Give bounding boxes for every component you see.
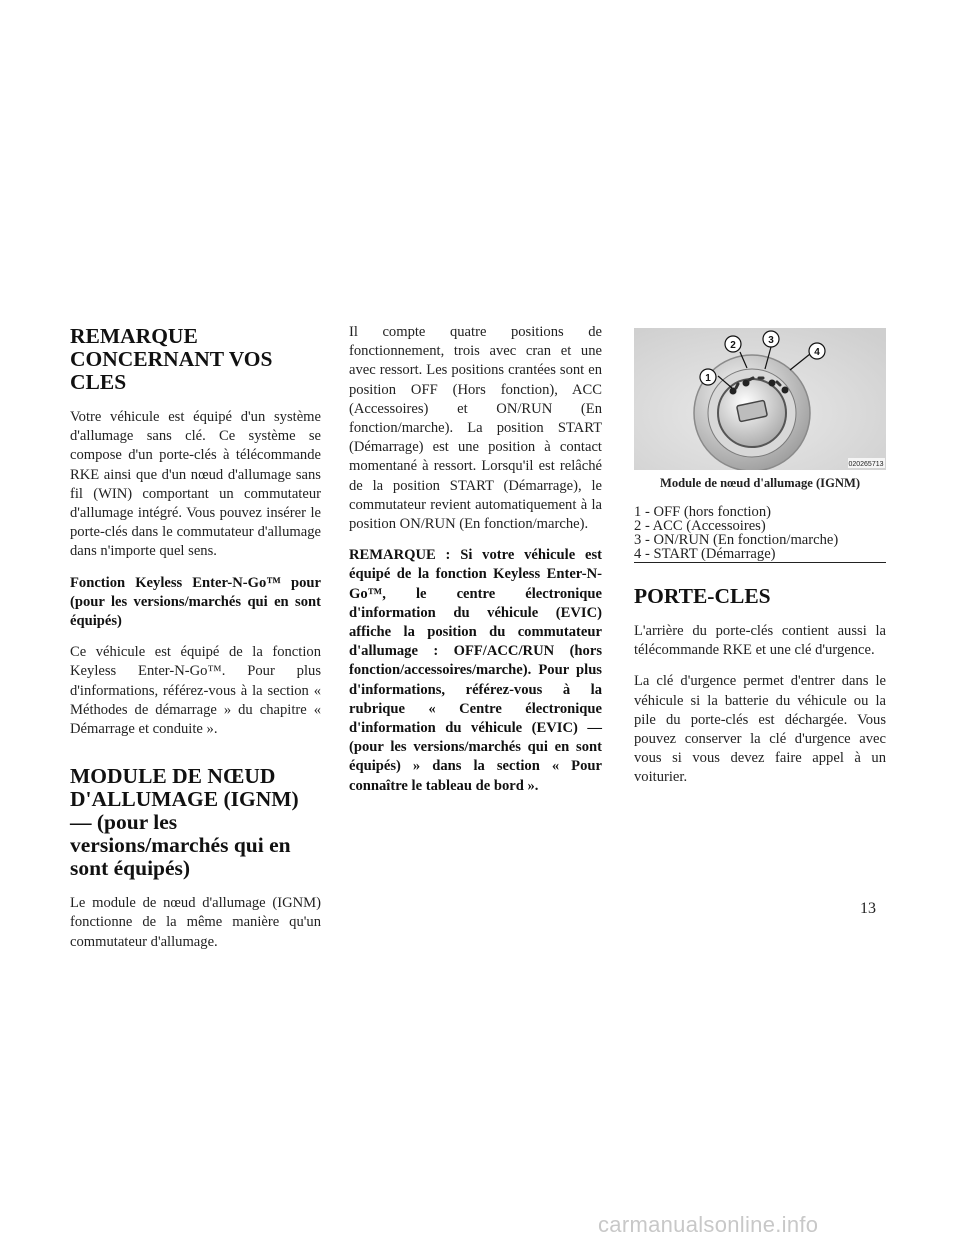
paragraph-ignm: Le module de nœud d'allumage (IGNM) fonctionne de la même manière qu'un commutateur d'allumage. (70, 895, 321, 950)
note-evic: REMARQUE : Si votre véhicule est équipé de la fonction Keyless Enter-N-Go™, le centre électronique d'information du véhicule (EVIC) affiche la position du commutateur d'allumage : OFF/ACC/RUN (hors fonction/accessoires/marche). Pour plus d'informations, référez-vous à la rubrique « Centre électronique d'information du véhicule (EVIC) — (pour les versions/marchés qui en sont équipés) » dans la section « Pour connaître le tableau de bord ». (349, 547, 602, 794)
column-right (634, 328, 886, 800)
legend-divider (634, 562, 886, 563)
heading-key-fob: PORTE-CLES (634, 584, 771, 608)
ignition-switch-illustration (634, 328, 886, 470)
legend-item-on-run: 3 - ON/RUN (En fonction/marche) (634, 532, 839, 548)
paragraph-positions: Il compte quatre positions de fonctionnement, trois avec cran et une avec ressort. Les positions crantées sont en position OFF (Hors fonction), ACC (Accessoires) et ON/RUN (En fonction/marche). La position START (Démarrage) est une position à contact momentané à ressort. Lorsqu'il est relâché de la position START (Démarrage), le commutateur revient automatiquement à la position ON/RUN (En fonction/marche). (349, 324, 602, 533)
heading-keys-note: REMARQUE CONCERNANT VOS CLES (70, 324, 273, 394)
callout-3: 3 (768, 335, 774, 346)
legend-item-off: 1 - OFF (hors fonction) (634, 504, 772, 520)
legend-item-acc: 2 - ACC (Accessoires) (634, 518, 766, 534)
callout-2: 2 (730, 340, 736, 351)
ignition-module-figure (634, 328, 886, 470)
column-left (70, 325, 321, 964)
page-number: 13 (860, 900, 876, 917)
heading-ignition-module: MODULE DE NŒUD D'ALLUMAGE (IGNM) — (pour les versions/marchés qui en sont équipés) (70, 764, 299, 881)
figure-caption: Module de nœud d'allumage (IGNM) (659, 476, 861, 490)
paragraph-keyless-system: Votre véhicule est équipé d'un système d'allumage sans clé. Ce système se compose d'un porte-clés à télécommande RKE ainsi que d'un nœud d'allumage sans fil (WIN) comportant un commutateur d'allumage intégré. Vous pouvez insérer le porte-clés dans le commutateur d'allumage dans n'importe quel sens. (70, 409, 321, 560)
callout-1: 1 (705, 373, 711, 384)
callout-4: 4 (814, 347, 820, 358)
paragraph-key-fob-back: L'arrière du porte-clés contient aussi la télécommande RKE et une clé d'urgence. (634, 623, 886, 659)
legend-item-start: 4 - START (Démarrage) (634, 546, 776, 562)
column-middle (349, 323, 602, 808)
figure-image-code: 020265713 (848, 461, 884, 468)
subheading-keyless-enter-n-go: Fonction Keyless Enter-N-Go™ pour (pour les versions/marchés qui en sont équipés) (70, 574, 321, 630)
watermark: carmanualsonline.info (598, 1212, 819, 1237)
paragraph-keyless-enter-n-go: Ce véhicule est équipé de la fonction Keyless Enter-N-Go™. Pour plus d'informations, référez-vous à la section « Méthodes de démarrage » du chapitre « Démarrage et conduite ». (70, 644, 321, 738)
paragraph-emergency-key: La clé d'urgence permet d'entrer dans le véhicule si la batterie du véhicule ou la pile du porte-clés est déchargée. Vous pouvez conserver la clé d'urgence avec vous si vous devez faire appel à un voiturier. (634, 673, 886, 786)
